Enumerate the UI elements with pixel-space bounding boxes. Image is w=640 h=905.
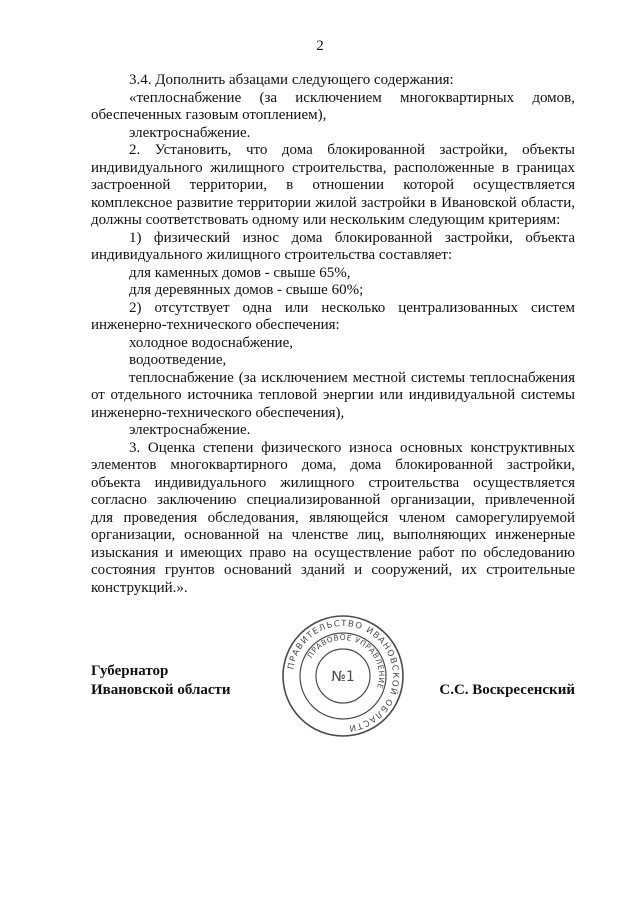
page-number: 2 <box>316 38 324 54</box>
paragraph-electricity-supply: электроснабжение. <box>129 124 251 141</box>
paragraph-heat-supply-local: теплоснабжение (за исключением местной системы теплоснабжения от отдельного источника тепловой энергии или индивидуальной системы инженерно-технического обеспечения), <box>91 369 575 421</box>
document-body <box>91 72 575 597</box>
paragraph-2-criteria: 2. Установить, что дома блокированной застройки, объекты индивидуального жилищного строительства, расположенные в границах застроенной территории, в отношении которой осуществляется комплексное развитие территории жилой застройки в Ивановской области, должны соответствовать одному или нескольким следующим критериям: <box>91 142 575 228</box>
signatory-name: С.С. Воскресенский <box>439 682 575 698</box>
paragraph-stone-houses: для каменных домов - свыше 65%, <box>129 264 351 281</box>
stamp-number: №1 <box>331 669 355 685</box>
paragraph-electricity-supply-2: электроснабжение. <box>129 422 251 438</box>
signatory-title-line1: Губернатор <box>91 663 169 679</box>
stamp-inner-text: ПРАВОВОЕ УПРАВЛЕНИЕ <box>305 632 387 691</box>
stamp-outer-text: ПРАВИТЕЛЬСТВО ИВАНОВСКОЙ ОБЛАСТИ <box>286 618 401 733</box>
official-stamp <box>281 614 405 738</box>
signatory-title <box>91 662 231 700</box>
paragraph-3-assessment: 3. Оценка степени физического износа основных конструктивных элементов многоквартирного дома, дома блокированной застройки, объекта индивидуального жилищного строительства осуществляется согласно заключению специализированной организации, привлеченной для проведения обследования, являющейся членом саморегулируемой организации, основанной на членстве лиц, выполняющих инженерные изыскания и имеющих право на осуществление работ по обследованию состояния грунтов оснований зданий и сооружений, их строительные конструкций.». <box>91 439 575 596</box>
paragraph-heat-supply: «теплоснабжение (за исключением многоквартирных домов, обеспеченных газовым отоплением), <box>91 89 575 123</box>
signature-block <box>91 618 575 772</box>
paragraph-water-disposal: водоотведение, <box>129 352 227 368</box>
paragraph-3-4-intro: 3.4. Дополнить абзацами следующего содержания: <box>129 72 454 88</box>
paragraph-wooden-houses: для деревянных домов - свыше 60%; <box>129 282 364 298</box>
paragraph-criterion-1: 1) физический износ дома блокированной застройки, объекта индивидуального жилищного строительства составляет: <box>91 229 575 263</box>
stamp-seal-icon <box>281 614 405 738</box>
paragraph-cold-water: холодное водоснабжение, <box>129 334 293 351</box>
paragraph-criterion-2: 2) отсутствует одна или несколько централизованных систем инженерно-технического обеспечения: <box>91 299 575 333</box>
signatory-title-line2: Ивановской области <box>91 682 231 698</box>
